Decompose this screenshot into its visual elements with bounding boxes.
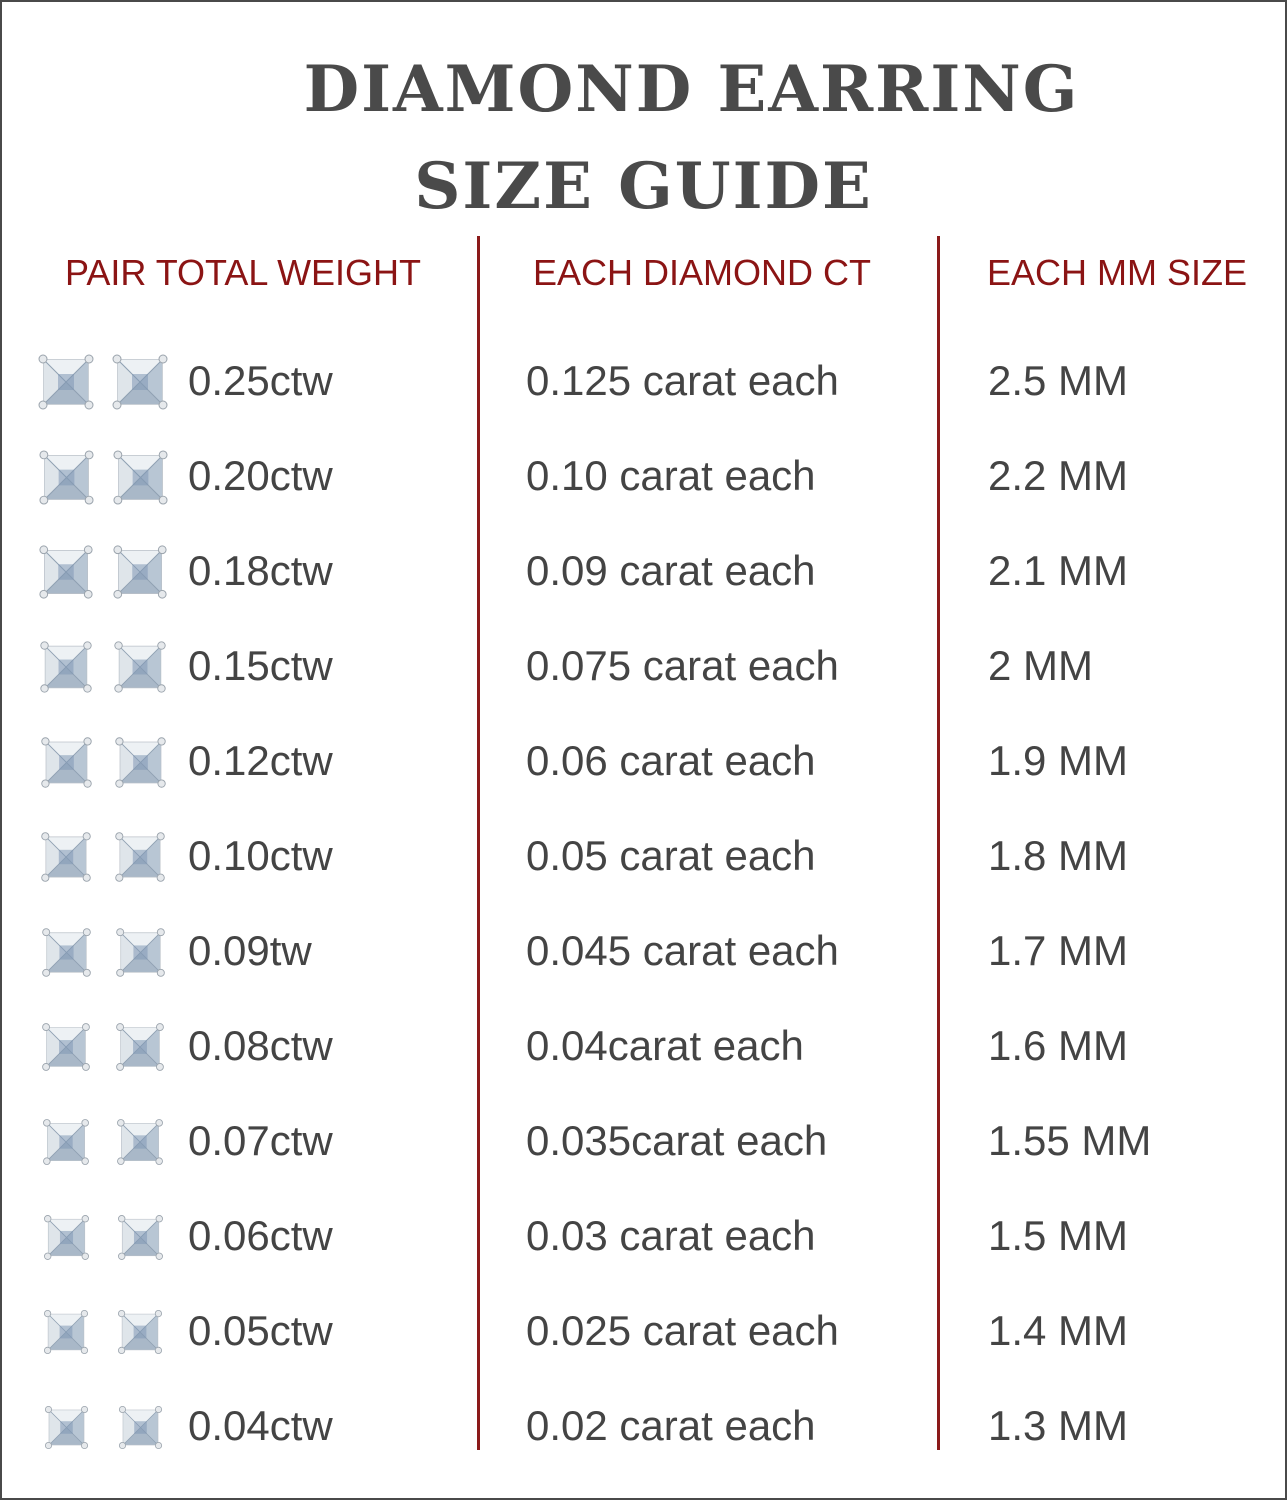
each-diamond-ct-value: 0.10 carat each xyxy=(526,452,816,499)
pair-total-weight-value: 0.20ctw xyxy=(188,452,333,499)
diamond-stud-icon xyxy=(39,830,93,884)
diamond-stud-icon xyxy=(43,1404,90,1451)
each-diamond-ct-value: 0.06 carat each xyxy=(526,737,816,784)
pair-total-weight-value: 0.07ctw xyxy=(188,1117,333,1164)
each-diamond-ct-value: 0.05 carat each xyxy=(526,832,816,879)
pair-total-weight-value: 0.18ctw xyxy=(188,547,333,594)
each-mm-size-value: 1.55 MM xyxy=(988,1117,1152,1164)
diamond-stud-icon xyxy=(37,448,96,507)
each-diamond-ct-value: 0.035carat each xyxy=(526,1117,828,1164)
each-mm-size-value: 2.2 MM xyxy=(988,452,1129,499)
pair-total-weight-value: 0.10ctw xyxy=(188,832,333,879)
table-row xyxy=(0,1022,1287,1120)
diamond-stud-icon xyxy=(114,926,167,979)
table-row xyxy=(0,452,1287,550)
each-diamond-ct-value: 0.125 carat each xyxy=(526,357,839,404)
diamond-stud-icon xyxy=(112,639,168,695)
diamond-stud-icon xyxy=(113,735,168,790)
diamond-stud-icon xyxy=(111,543,169,601)
each-mm-size-value: 1.5 MM xyxy=(988,1212,1129,1259)
diamond-stud-icon xyxy=(38,639,94,695)
each-diamond-ct-value: 0.04carat each xyxy=(526,1022,804,1069)
pair-total-weight-value: 0.09tw xyxy=(188,927,312,974)
each-diamond-ct-value: 0.03 carat each xyxy=(526,1212,816,1259)
table-row xyxy=(0,642,1287,740)
header-pair-total-weight: PAIR TOTAL WEIGHT xyxy=(65,252,422,293)
table-row xyxy=(0,832,1287,930)
page-title-line-1: DIAMOND EARRING xyxy=(303,52,1080,127)
each-diamond-ct-value: 0.025 carat each xyxy=(526,1307,839,1354)
diamond-stud-icon xyxy=(42,1308,90,1356)
diamond-stud-icon xyxy=(37,543,95,601)
diamond-stud-icon xyxy=(116,1213,165,1262)
each-mm-size-value: 2.1 MM xyxy=(988,547,1129,594)
header-each-diamond-ct: EACH DIAMOND CT xyxy=(533,252,872,293)
each-diamond-ct-value: 0.075 carat each xyxy=(526,642,839,689)
diamond-stud-icon xyxy=(41,1117,91,1167)
diamond-stud-icon xyxy=(40,1021,92,1073)
pair-total-weight-value: 0.04ctw xyxy=(188,1402,333,1449)
pair-total-weight-value: 0.15ctw xyxy=(188,642,333,689)
diamond-stud-icon xyxy=(117,1404,164,1451)
table-row xyxy=(0,357,1287,455)
diamond-stud-icon xyxy=(111,448,170,507)
table-row xyxy=(0,1212,1287,1310)
table-row xyxy=(0,547,1287,645)
diamond-stud-icon xyxy=(39,735,94,790)
table-row xyxy=(0,737,1287,835)
table-row xyxy=(0,1307,1287,1405)
table-row xyxy=(0,927,1287,1025)
diamond-stud-icon xyxy=(113,830,167,884)
diamond-stud-icon xyxy=(40,926,93,979)
diamond-stud-icon xyxy=(116,1308,164,1356)
pair-total-weight-value: 0.25ctw xyxy=(188,357,333,404)
each-mm-size-value: 1.4 MM xyxy=(988,1307,1129,1354)
diamond-stud-icon xyxy=(114,1021,166,1073)
each-mm-size-value: 1.7 MM xyxy=(988,927,1129,974)
each-mm-size-value: 1.8 MM xyxy=(988,832,1129,879)
page-title-line-2: SIZE GUIDE xyxy=(414,149,873,224)
diamond-stud-icon xyxy=(110,352,170,412)
each-diamond-ct-value: 0.09 carat each xyxy=(526,547,816,594)
table-row xyxy=(0,1117,1287,1215)
pair-total-weight-value: 0.08ctw xyxy=(188,1022,333,1069)
pair-total-weight-value: 0.12ctw xyxy=(188,737,333,784)
header-each-mm-size: EACH MM SIZE xyxy=(987,252,1248,293)
each-mm-size-value: 1.6 MM xyxy=(988,1022,1129,1069)
diamond-stud-icon xyxy=(42,1213,91,1262)
each-mm-size-value: 2.5 MM xyxy=(988,357,1129,404)
table-row xyxy=(0,1402,1287,1500)
diamond-stud-icon xyxy=(115,1117,165,1167)
each-mm-size-value: 1.3 MM xyxy=(988,1402,1129,1449)
each-diamond-ct-value: 0.045 carat each xyxy=(526,927,839,974)
pair-total-weight-value: 0.05ctw xyxy=(188,1307,333,1354)
each-mm-size-value: 2 MM xyxy=(988,642,1093,689)
diamond-stud-icon xyxy=(36,352,96,412)
pair-total-weight-value: 0.06ctw xyxy=(188,1212,333,1259)
each-diamond-ct-value: 0.02 carat each xyxy=(526,1402,816,1449)
each-mm-size-value: 1.9 MM xyxy=(988,737,1129,784)
